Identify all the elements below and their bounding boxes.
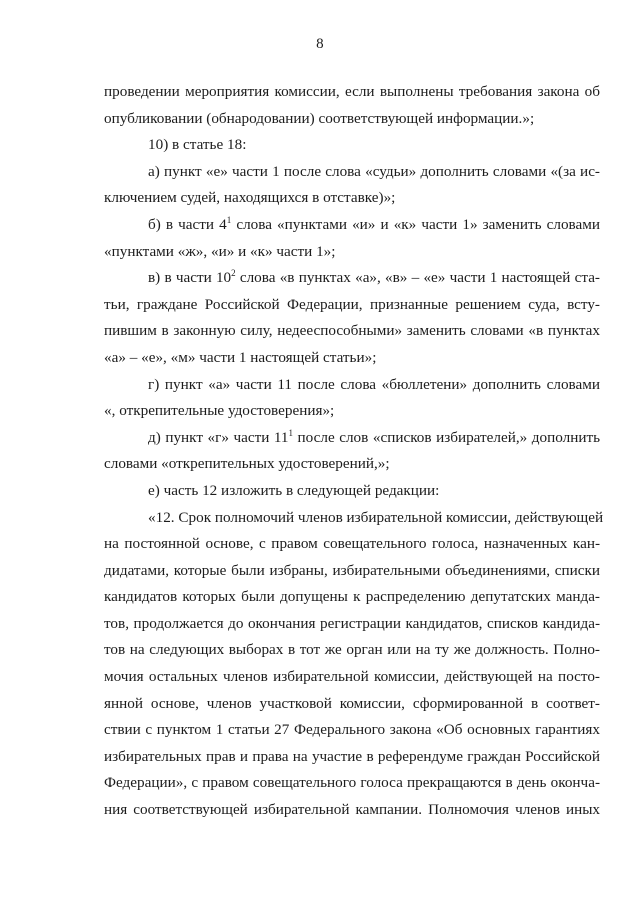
text-line: «12. Срок полномочий членов избирательной комиссии, действующей [148,508,604,526]
superscript-index: 2 [231,268,236,279]
text-line: дидатами, которые были избраны, избирательными объединениями, списки [104,561,600,579]
text-line: избирательных прав и права на участие в референдуме граждан Российской [104,747,600,765]
text-line: «пунктами «ж», «и» и «к» части 1»; [104,242,336,260]
text-line: ния соответствующей избирательной кампании. Полномочия членов иных [104,801,600,819]
text-line: тов на следующих выборах в тот же орган или на ту же должность. Полно- [104,641,600,659]
text-line: проведении мероприятия комиссии, если выполнены требования закона об [104,83,600,100]
text-line [104,212,600,239]
text-line: пившим в законную силу, недееспособными» заменить словами «в пунктах [104,322,600,340]
superscript-index: 1 [288,427,294,438]
text-line [104,425,600,452]
text-segment: в) в части 10 [148,269,232,287]
text-line: а) пункт «е» части 1 после слова «судьи» дополнить словами «(за ис- [148,162,600,180]
text-line: тов, продолжается до окончания регистрации кандидатов, списков кандида- [104,614,600,632]
text-segment: слова «пунктами «и» и «к» части 1» заменить словами [231,215,601,233]
text-line: ствии с пунктом 1 статьи 27 Федерального закона «Об основных гарантиях [104,721,600,739]
text-line: на постоянной основе, с правом совещательного голоса, назначенных кан- [104,535,600,553]
text-line: опубликовании (обнародовании) соответствующей информации.»; [104,109,535,127]
text-line: 10) в статье 18: [148,136,247,154]
text-line: мочия остальных членов избирательной комиссии, действующей на посто- [104,668,600,686]
text-line: Федерации», с правом совещательного голоса прекращаются в день оконча- [104,774,600,792]
text-line: «, открепительные удостоверения»; [104,402,335,420]
page-number: 8 [316,36,324,52]
text-line: словами «открепительных удостоверений,»; [104,455,390,473]
text-segment: после слов «списков избирателей,» дополнить [293,428,601,446]
text-line: е) часть 12 изложить в следующей редакции: [148,481,440,499]
text-line: г) пункт «а» части 11 после слова «бюллетени» дополнить словами [148,375,600,393]
text-line: янной основе, членов участковой комиссии, сформированной в соответ- [104,694,600,712]
text-segment: д) пункт «г» части 11 [148,428,289,446]
text-line: кандидатов которых были допущены к распределению депутатских манда- [104,588,600,606]
text-line: «а» – «е», «м» части 1 настоящей статьи»; [104,348,377,366]
text-line [104,265,600,292]
document-body [104,79,604,824]
text-line: ключением судей, находящихся в отставке)»; [104,189,396,207]
text-segment: слова «в пунктах «а», «в» – «е» части 1 настоящей ста- [235,269,600,287]
text-segment: б) в части 4 [148,215,227,233]
superscript-index: 1 [226,214,232,225]
text-line: тьи, граждане Российской Федерации, признанные решением суда, всту- [104,295,600,313]
